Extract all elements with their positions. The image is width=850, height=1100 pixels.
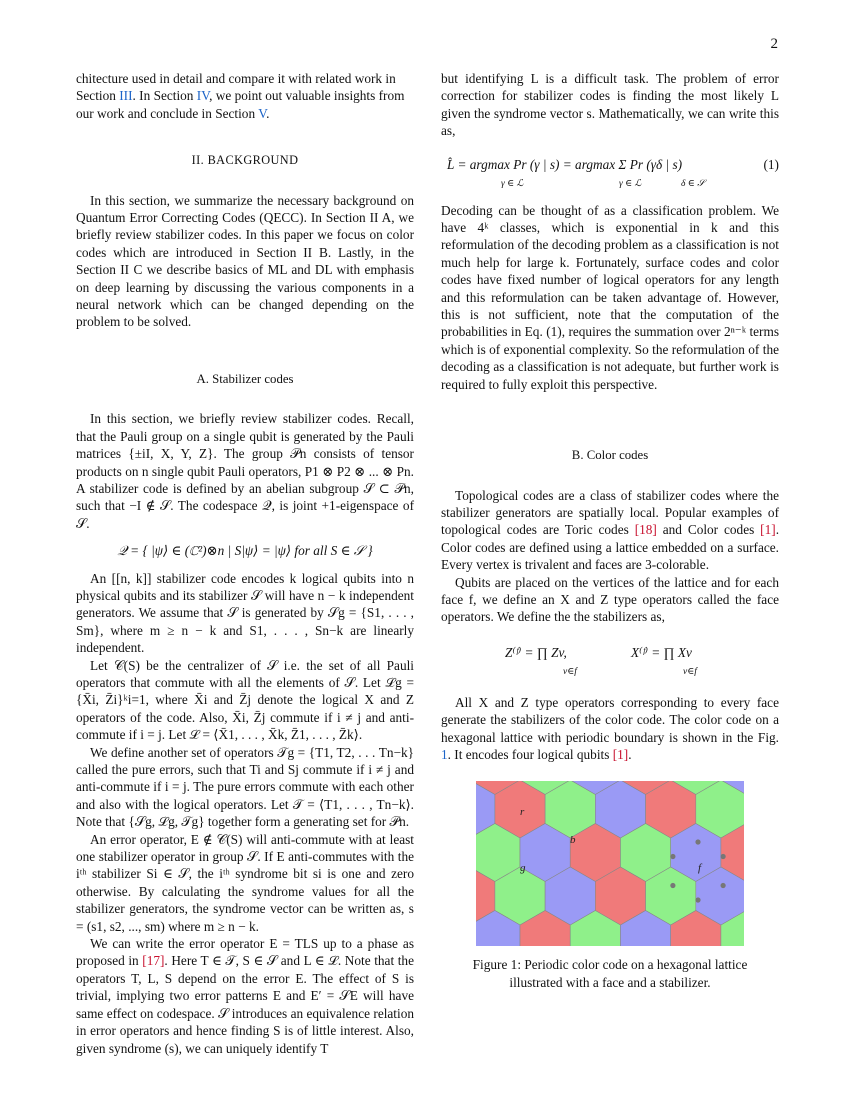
subsection-stabilizer-codes: A. Stabilizer codes bbox=[196, 371, 294, 386]
equation-z-face: Z⁽ᶠ⁾ = ∏ Zv, bbox=[505, 644, 567, 660]
equation-x-under: v∈f bbox=[683, 666, 697, 677]
intro-line-1: chitecture used in detail and compare it with related work in bbox=[76, 71, 396, 86]
stabilizer-paragraph-3: Let 𝒞(S) be the centralizer of 𝒮 i.e. the set of all Pauli operators that commute with all the elements of 𝒮. Let ℒg = {X̄i, Z̄i}ᵏi=1, where X̄i and Z̄j denote the logical X and Z operators of the code. Also, X̄i, Z̄j commute if i ≠ j and anti-commute if i = j. Let ℒ = ⟨X̄1, . . . , X̄k, Z̄1, . . . , Z̄k⟩. bbox=[76, 657, 414, 743]
ref-section-iv[interactable]: IV bbox=[196, 88, 210, 104]
face-label-f: f bbox=[698, 862, 702, 875]
qubit-vertex-dot bbox=[670, 883, 675, 888]
equation-x-face: X⁽ᶠ⁾ = ∏ Xv bbox=[631, 644, 692, 660]
face-operator-equations bbox=[441, 644, 779, 684]
citation-18[interactable]: [18] bbox=[634, 522, 657, 538]
qubit-vertex-dot bbox=[721, 854, 726, 859]
qubit-vertex-dot bbox=[695, 840, 700, 845]
continued-paragraph: but identifying L is a difficult task. The problem of error correction for stabilizer codes is finding the most likely L given the syndrome vector s. Mathematically, we can write this as, bbox=[441, 71, 779, 139]
right-column bbox=[441, 70, 779, 991]
face-label-b: b bbox=[570, 834, 576, 847]
equation-1-under-argmax-2: γ ∈ ℒ bbox=[619, 178, 642, 189]
qubit-vertex-dot bbox=[670, 854, 675, 859]
equation-codespace: 𝒬 = { |ψ⟩ ∈ (ℂ²)⊗n | S|ψ⟩ = |ψ⟩ for all S ∈ 𝒮 } bbox=[117, 543, 373, 559]
ref-section-v[interactable]: V bbox=[258, 105, 267, 121]
left-column bbox=[76, 70, 414, 1057]
color-codes-paragraph-2: Qubits are placed on the vertices of the lattice and for each face f, we define an X and Z type operators called the face operators. We define the the stabilizers as, bbox=[441, 574, 779, 625]
stabilizer-paragraph-5: An error operator, E ∉ 𝒞(S) will anti-commute with at least one stabilizer operator in group 𝒮. If E anti-commutes with the iᵗʰ stabilizer Si ∈ 𝒮, the iᵗʰ syndrome bit si is one and zero otherwise. By calculating the syndrome values for all the stabilizer generators, the syndrome vector can be written as, s = (s1, s2, ..., sm) where m ≥ n − k. bbox=[76, 831, 414, 934]
citation-1[interactable]: [1] bbox=[760, 522, 776, 538]
hexagonal-color-code-figure bbox=[476, 781, 744, 946]
stabilizer-paragraph-2: An [[n, k]] stabilizer code encodes k logical qubits into n physical qubits and its stabilizer 𝒮 will have n − k independent generators. We assume that 𝒮 is generated by 𝒮g = {S1, . . . , Sm}, where m ≥ n − k and S1, . . . , Sn−k are linearly independent. bbox=[76, 570, 414, 656]
equation-1-number: (1) bbox=[763, 156, 779, 172]
qubit-vertex-dot bbox=[721, 883, 726, 888]
stabilizer-paragraph-1: In this section, we briefly review stabilizer codes. Recall, that the Pauli group on a single qubit is generated by the Pauli matrices {±iI, X, Y, Z}. The group 𝒫n consists of tensor products on n single qubit Pauli operators, P1 ⊗ P2 ⊗ ... ⊗ Pn. A stabilizer code is defined by an abelian subgroup 𝒮 ⊂ 𝒫n, such that −I ∉ 𝒮. The codespace 𝒬, is joint +1-eigenspace of 𝒮. bbox=[76, 411, 414, 531]
face-label-r: r bbox=[520, 806, 525, 819]
subsection-color-codes: B. Color codes bbox=[571, 448, 649, 463]
equation-z-under: v∈f bbox=[563, 666, 577, 677]
qubit-vertex-dot bbox=[695, 898, 700, 903]
intro-line-3: our work and conclude in Section V. bbox=[76, 105, 270, 121]
section-title-background: II. BACKGROUND bbox=[191, 153, 299, 168]
color-codes-paragraph-1: Topological codes are a class of stabilizer codes where the stabilizer generators are spatially local. Popular examples of topological codes are Toric codes [18] and Color codes [1]. Color codes are defined using a lattice embedded on a surface. Every vertex is trivalent and faces are 3-colorable. bbox=[441, 487, 780, 573]
page-number: 2 bbox=[770, 36, 778, 52]
citation-1-second[interactable]: [1] bbox=[612, 746, 629, 762]
equation-1-under-sum: δ ∈ 𝒮 bbox=[681, 178, 705, 189]
equation-1-under-argmax-1: γ ∈ ℒ bbox=[501, 178, 524, 189]
equation-1: L̂ = argmax Pr (γ | s) = argmax Σ Pr (γδ | s) bbox=[447, 156, 683, 172]
ref-figure-1[interactable]: 1 bbox=[441, 746, 448, 762]
ref-section-iii[interactable]: III bbox=[119, 88, 133, 104]
citation-17[interactable]: [17] bbox=[142, 953, 165, 969]
decoding-paragraph: Decoding can be thought of as a classification problem. We have 4ᵏ classes, which is exponential in k and this reformulation of the decoding problem as a classification is not much help for large k. Fortunately, surface codes and color codes have fixed number of logical operators for any length and this reformulation can be taken advantage of. However, this is not sufficient, note that the computation of the probabilities in Eq. (1), requires the summation over 2ⁿ⁻ᵏ terms which is of exponential complexity. So the reformulation of the decoding as a classification is not adequate, but further work is required to fully exploit this perspective. bbox=[441, 202, 779, 392]
equation-1-block bbox=[441, 156, 779, 196]
figure-1-caption: Figure 1: Periodic color code on a hexagonal lattice illustrated with a face and a stabilizer. bbox=[472, 957, 748, 990]
stabilizer-paragraph-4: We define another set of operators 𝒯g = {T1, T2, . . . Tn−k} called the pure errors, such that Ti and Sj commute if i ≠ j and anti-commute if i = j. The pure errors commute with each other and also with the logical operators. Let 𝒯 = ⟨T1, . . . , Tn−k⟩. Note that {𝒮g, ℒg, 𝒯g} together form a generating set for 𝒫n. bbox=[76, 744, 414, 830]
stabilizer-paragraph-6: We can write the error operator E = TLS up to a phase as proposed in [17]. Here T ∈ 𝒯, S ∈ 𝒮 and L ∈ ℒ. Note that the operators T, L, S depend on the error E. The effect of S is trivial, implying two error patterns E and E′ = 𝒮E will have same effect on codespace. 𝒮 introduces an equivalence relation in error operators and hence finding S is of little interest. Also, given syndrome (s), we can uniquely identify T bbox=[76, 936, 414, 1056]
color-codes-paragraph-3: All X and Z type operators corresponding to every face generate the stabilizers of the color code. The color code on a hexagonal lattice with periodic boundary is shown in the Fig. 1. It encodes four logical qubits [1]. bbox=[441, 694, 779, 762]
intro-line-2: Section III. In Section IV, we point out valuable insights from bbox=[76, 88, 405, 104]
background-paragraph: In this section, we summarize the necessary background on Quantum Error Correcting Codes (QECC). In Section II A, we briefly review stabilizer codes. In this paper we focus on color codes which are introduced in Section II B. Lastly, in the Section II C we describe basics of ML and DL with emphasis on deep learning by discussing the various components in a neural network which can be changed depending on the problem to be solved. bbox=[76, 192, 414, 330]
face-label-g: g bbox=[520, 862, 526, 875]
